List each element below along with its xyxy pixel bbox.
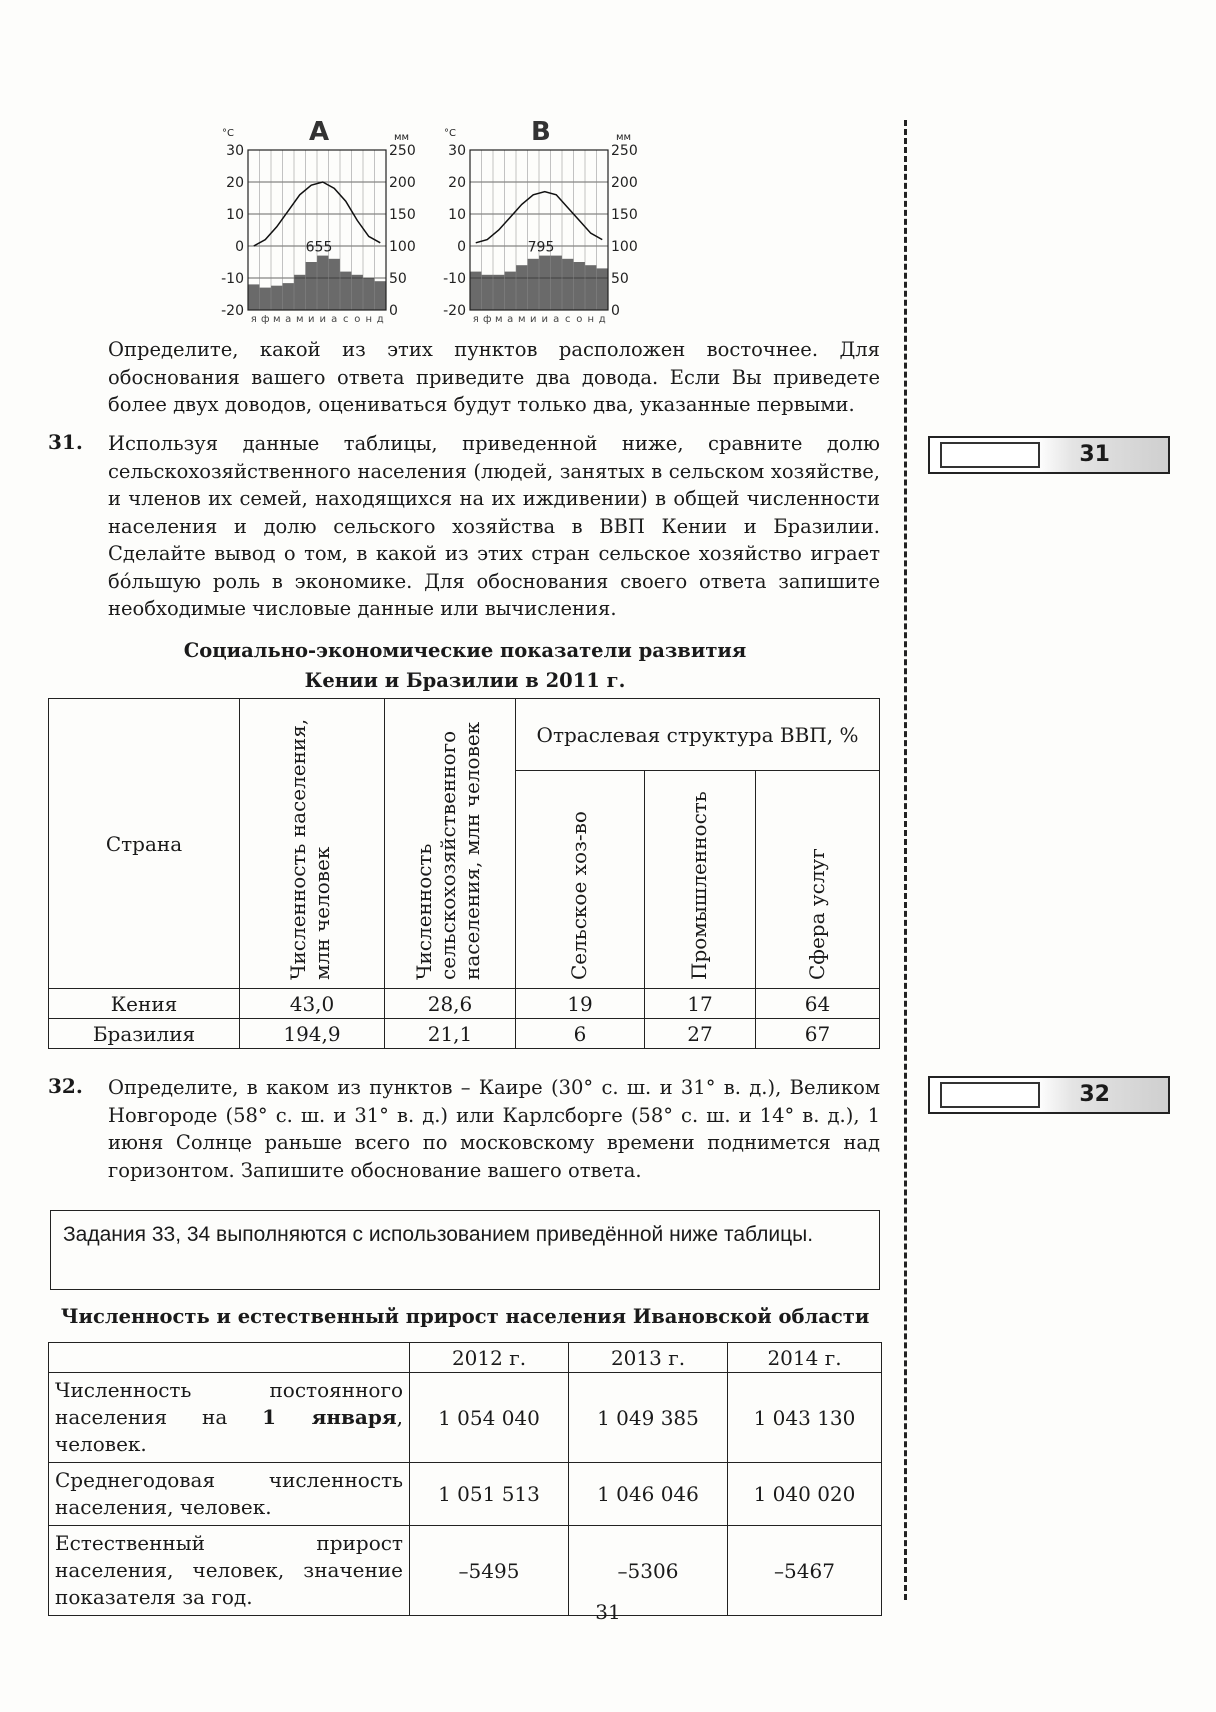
precipitation-bar <box>294 275 306 310</box>
value-cell: –5467 <box>728 1526 882 1616</box>
chart-title: B <box>531 118 551 147</box>
month-label: н <box>587 314 595 325</box>
industry-cell: 17 <box>645 989 756 1019</box>
page-number: 31 <box>595 1600 621 1624</box>
precipitation-tick-label: 0 <box>389 303 398 319</box>
precipitation-bar <box>375 281 387 310</box>
temperature-unit: °C <box>222 128 234 139</box>
precipitation-unit: мм <box>394 132 410 143</box>
header-gdp-structure: Отраслевая структура ВВП, % <box>516 699 880 771</box>
value-cell: –5306 <box>569 1526 728 1616</box>
industry-cell: 27 <box>645 1019 756 1049</box>
cut-line <box>904 120 907 1600</box>
answer-box-label-32: 32 <box>1079 1082 1110 1107</box>
month-label: и <box>319 314 326 325</box>
population-cell: 43,0 <box>240 989 385 1019</box>
month-label: а <box>553 314 560 325</box>
precipitation-bar <box>317 256 329 310</box>
agri-population-cell: 21,1 <box>385 1019 516 1049</box>
answer-box-32[interactable] <box>928 1076 1170 1114</box>
table1-caption-line2: Кении и Бразилии в 2011 г. <box>304 669 626 692</box>
month-label: и <box>308 314 315 325</box>
month-label: о <box>576 314 583 325</box>
precipitation-tick-label: 150 <box>389 207 416 223</box>
month-label: м <box>494 314 503 325</box>
value-cell: 1 040 020 <box>728 1463 882 1526</box>
header-country: Страна <box>49 699 240 989</box>
table1-caption-line1: Социально-экономические показатели развития <box>183 639 747 662</box>
header-agri-population: Численность сельскохозяйственного населения, млн человек <box>385 699 516 989</box>
precipitation-bar <box>528 259 540 310</box>
agriculture-cell: 19 <box>516 989 645 1019</box>
country-cell: Бразилия <box>49 1019 240 1049</box>
climatogram-a <box>221 118 416 325</box>
value-cell: 1 054 040 <box>410 1373 569 1463</box>
precipitation-bar <box>516 265 528 310</box>
temperature-tick-label: -20 <box>221 303 244 319</box>
precipitation-bar <box>340 272 352 310</box>
precipitation-tick-label: 200 <box>611 175 638 191</box>
precipitation-bar <box>505 272 517 310</box>
table1-caption <box>50 636 880 696</box>
temperature-tick-label: 10 <box>448 207 466 223</box>
month-label: с <box>343 314 349 325</box>
precipitation-unit: мм <box>616 132 632 143</box>
header-population: Численность населения, млн человек <box>240 699 385 989</box>
month-label: д <box>598 314 606 325</box>
temperature-tick-label: 0 <box>235 239 244 255</box>
precipitation-tick-label: 0 <box>611 303 620 319</box>
year-header: 2012 г. <box>410 1343 569 1373</box>
precipitation-bar <box>283 283 295 310</box>
month-label: о <box>354 314 361 325</box>
task31-text: Используя данные таблицы, приведенной ниже, сравните долю сельскохозяйственного населения (людей, занятых в сельском хозяйстве, и членов их семей, находящихся на их иждивении) в общей численности населения и долю сельского хозяйства в ВВП Кении и Бразилии. Сделайте вывод о том, в какой из этих стран сельское хозяйство играет бо́льшую роль в экономике. Для обоснования своего ответа запишите необходимые числовые данные или вычисления. <box>108 432 880 620</box>
precipitation-bar <box>551 256 563 310</box>
month-label: и <box>541 314 548 325</box>
month-label: д <box>376 314 384 325</box>
temperature-unit: °C <box>444 128 456 139</box>
precipitation-tick-label: 250 <box>389 143 416 159</box>
precipitation-tick-label: 50 <box>389 271 407 287</box>
precipitation-bar <box>539 256 551 310</box>
annual-precipitation-label: 795 <box>527 239 555 256</box>
month-label: а <box>507 314 514 325</box>
precipitation-tick-label: 100 <box>611 239 638 255</box>
precipitation-bar <box>329 259 341 310</box>
climatogram-b <box>443 118 638 325</box>
temperature-tick-label: 20 <box>448 175 466 191</box>
agriculture-cell: 6 <box>516 1019 645 1049</box>
temperature-tick-label: 10 <box>226 207 244 223</box>
header-services: Сфера услуг <box>756 771 880 989</box>
temperature-tick-label: 30 <box>448 143 466 159</box>
precipitation-bar <box>493 275 505 310</box>
country-cell: Кения <box>49 989 240 1019</box>
answer-field-32[interactable] <box>940 1082 1040 1108</box>
precipitation-bar <box>597 268 609 310</box>
month-label: м <box>272 314 281 325</box>
temperature-tick-label: -10 <box>221 271 244 287</box>
task31-number: 31. <box>48 430 83 454</box>
table-row <box>49 1019 880 1049</box>
services-cell: 64 <box>756 989 880 1019</box>
ivanovo-population-table <box>48 1342 882 1616</box>
month-label: ф <box>260 314 270 325</box>
temperature-tick-label: 0 <box>457 239 466 255</box>
table-row <box>49 989 880 1019</box>
value-cell: 1 049 385 <box>569 1373 728 1463</box>
precipitation-bar <box>585 265 597 310</box>
precipitation-tick-label: 50 <box>611 271 629 287</box>
precipitation-bar <box>306 262 318 310</box>
precipitation-tick-label: 250 <box>611 143 638 159</box>
precipitation-bar <box>271 286 283 310</box>
temperature-tick-label: 20 <box>226 175 244 191</box>
tasks-33-34-note: Задания 33, 34 выполняются с использованием приведённой ниже таблицы. <box>50 1210 880 1290</box>
precipitation-bar <box>482 275 494 310</box>
month-label: я <box>250 314 257 325</box>
chart-title: A <box>309 118 330 147</box>
month-label: н <box>365 314 373 325</box>
table-row <box>49 1373 882 1463</box>
precipitation-bar <box>574 262 586 310</box>
answer-box-31[interactable] <box>928 436 1170 474</box>
annual-precipitation-label: 655 <box>305 239 333 256</box>
agri-population-cell: 28,6 <box>385 989 516 1019</box>
services-cell: 67 <box>756 1019 880 1049</box>
answer-box-label-31: 31 <box>1079 442 1110 467</box>
row-label: Среднегодовая численность населения, человек. <box>49 1463 410 1526</box>
task30-text: Определите, какой из этих пунктов расположен восточнее. Для обоснования вашего ответа приведите два довода. Если Вы приведете более двух доводов, оцениваться будут только два, указанные первыми. <box>108 338 880 416</box>
month-label: а <box>331 314 338 325</box>
precipitation-tick-label: 200 <box>389 175 416 191</box>
header-industry: Промышленность <box>645 771 756 989</box>
month-label: м <box>295 314 304 325</box>
month-label: а <box>285 314 292 325</box>
month-label: м <box>517 314 526 325</box>
month-label: я <box>472 314 479 325</box>
month-label: ф <box>482 314 492 325</box>
precipitation-bar <box>470 272 482 310</box>
table2-caption: Численность и естественный прирост населения Ивановской области <box>60 1305 870 1328</box>
socio-economic-table <box>48 698 880 1049</box>
year-header: 2014 г. <box>728 1343 882 1373</box>
row-label: Естественный прирост населения, человек, значение показателя за год. <box>49 1526 410 1616</box>
precipitation-bar <box>260 288 272 310</box>
task32-text: Определите, в каком из пунктов – Каире (30° с. ш. и 31° в. д.), Великом Новгороде (58° с. ш. и 31° в. д.) или Карлсборге (58° с. ш. и 14° в. д.), 1 июня Солнце раньше всего по московскому времени поднимется над горизонтом. Запишите обоснование вашего ответа. <box>108 1076 880 1182</box>
value-cell: 1 043 130 <box>728 1373 882 1463</box>
population-cell: 194,9 <box>240 1019 385 1049</box>
month-label: с <box>565 314 571 325</box>
precipitation-bar <box>248 284 260 310</box>
precipitation-tick-label: 100 <box>389 239 416 255</box>
row-label: Численность постоянного населения на 1 января, человек. <box>49 1373 410 1463</box>
value-cell: 1 046 046 <box>569 1463 728 1526</box>
temperature-tick-label: 30 <box>226 143 244 159</box>
header-agriculture: Сельское хоз-во <box>516 771 645 989</box>
table-row <box>49 1463 882 1526</box>
temperature-tick-label: -10 <box>443 271 466 287</box>
precipitation-bar <box>352 275 364 310</box>
task32-number: 32. <box>48 1074 83 1098</box>
month-label: и <box>530 314 537 325</box>
climate-charts <box>220 118 690 330</box>
answer-field-31[interactable] <box>940 442 1040 468</box>
precipitation-bar <box>363 278 375 310</box>
precipitation-bar <box>562 259 574 310</box>
year-header: 2013 г. <box>569 1343 728 1373</box>
value-cell: –5495 <box>410 1526 569 1616</box>
precipitation-tick-label: 150 <box>611 207 638 223</box>
empty-header-cell <box>49 1343 410 1373</box>
temperature-tick-label: -20 <box>443 303 466 319</box>
value-cell: 1 051 513 <box>410 1463 569 1526</box>
